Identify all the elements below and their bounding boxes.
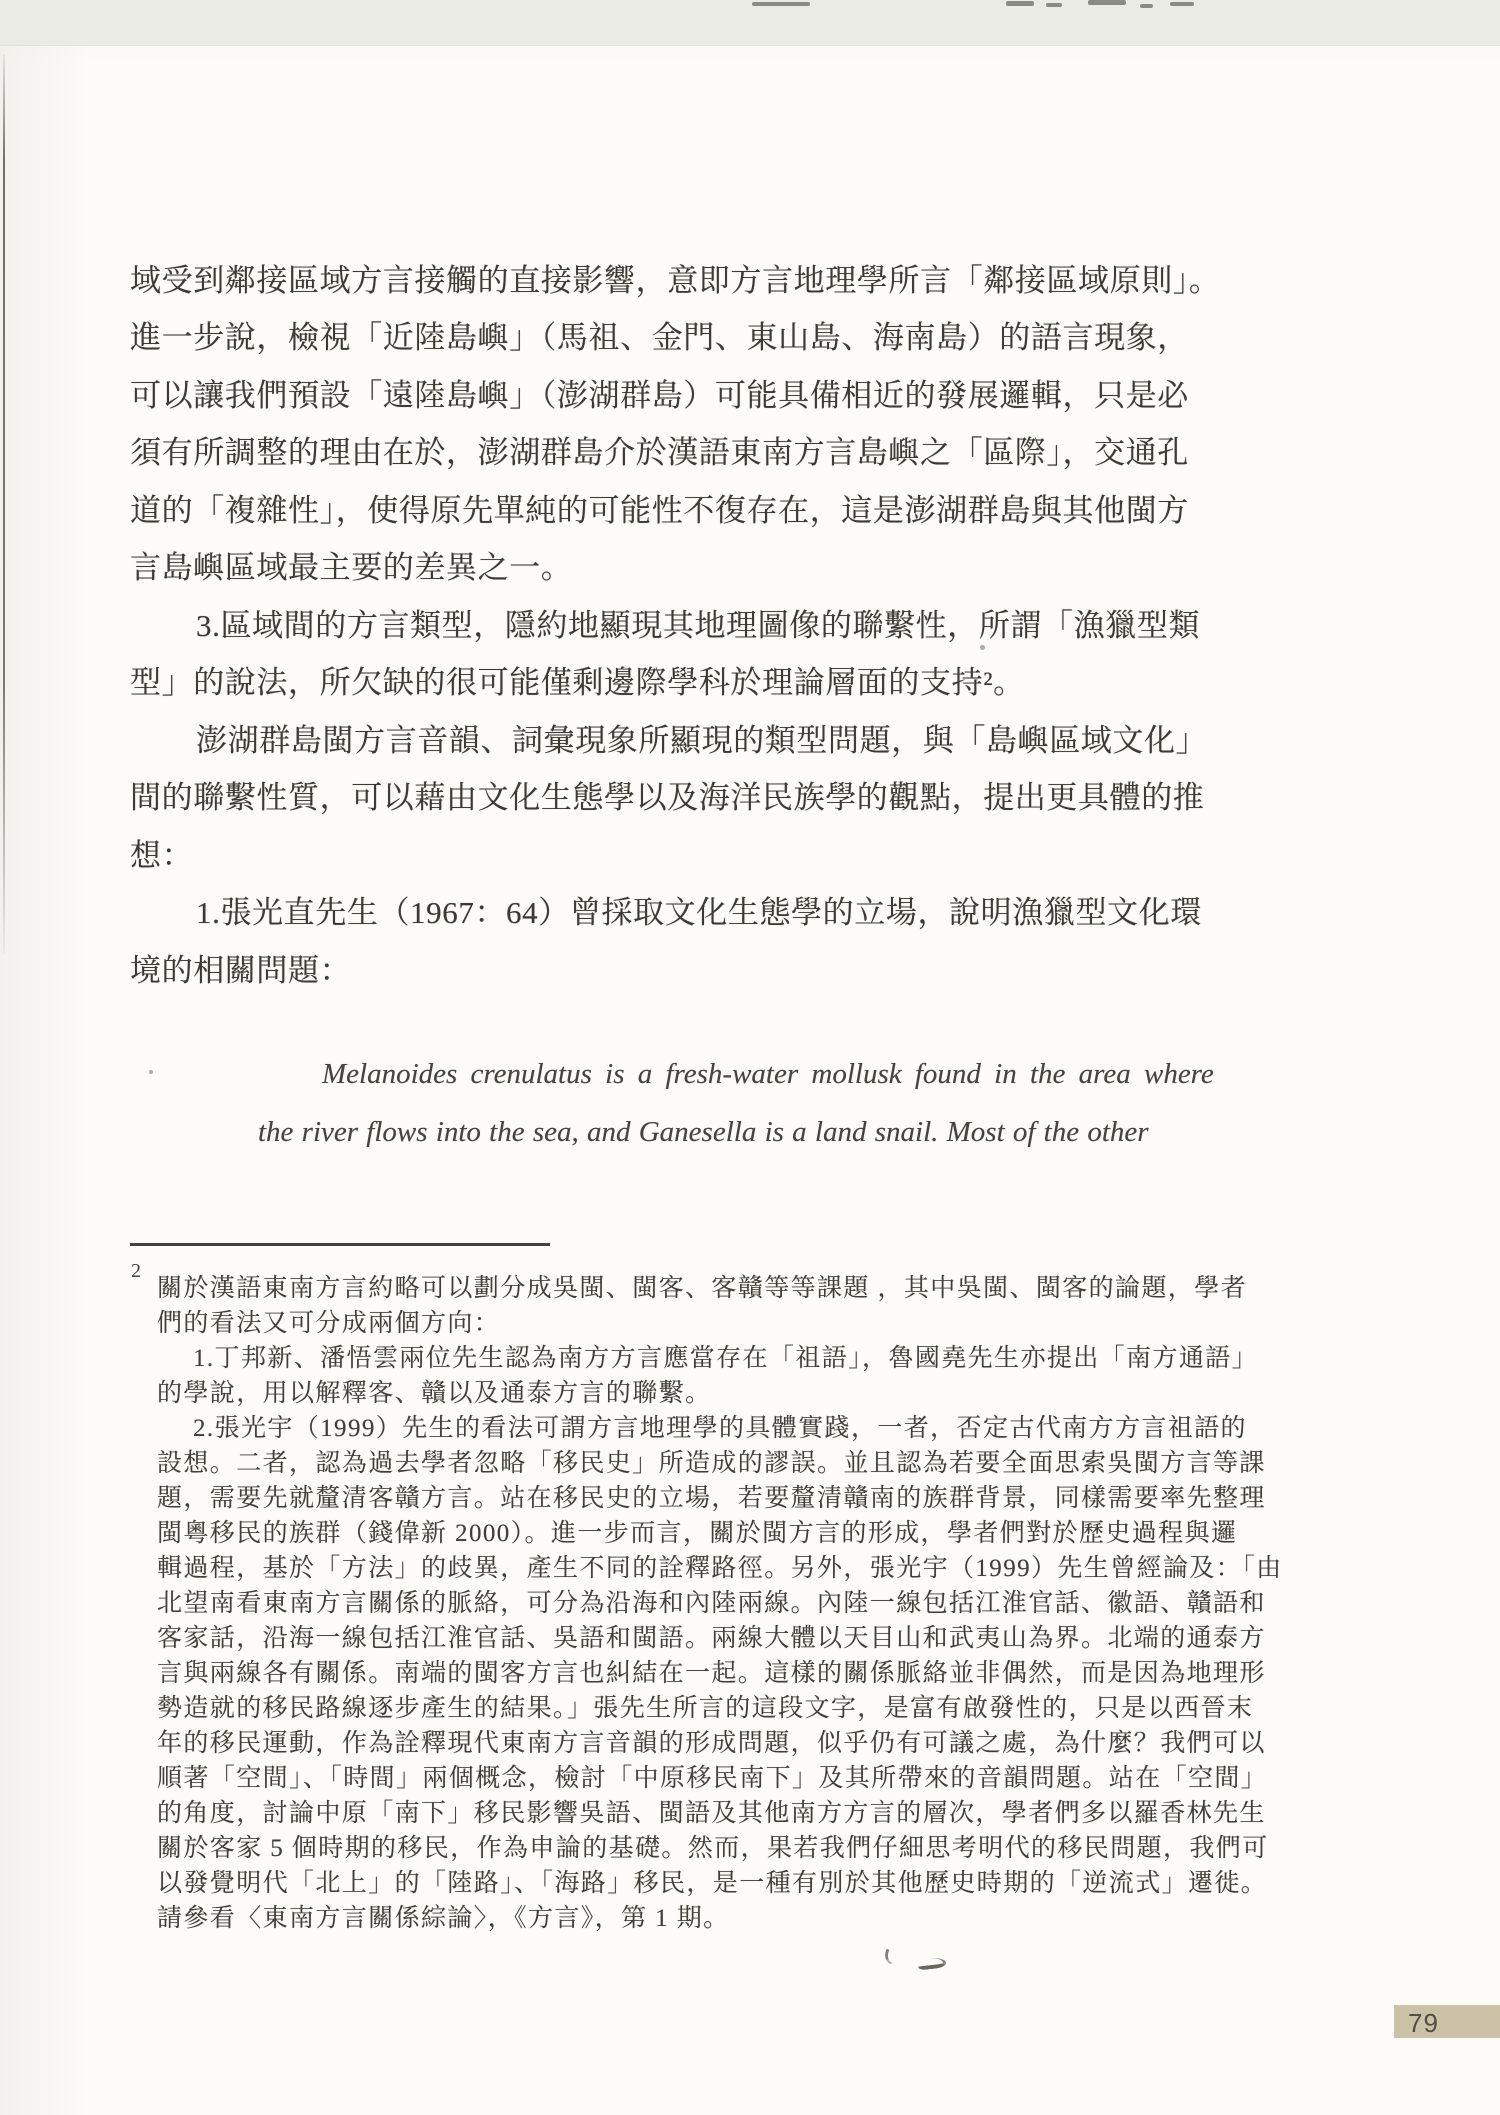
scan-speck	[752, 2, 810, 6]
body-line: 域受到鄰接區域方言接觸的直接影響，意即方言地理學所言「鄰接區域原則」。	[130, 263, 1221, 298]
body-line: 型」的說法，所欠缺的很可能僅剩邊際學科於理論層面的支持²。	[130, 665, 1025, 700]
footnote-line: 年的移民運動，作為詮釋現代東南方言音韻的形成問題，似乎仍有可議之處，為什麼？我們可以	[157, 1730, 1266, 1757]
footnote-line: 輯過程，基於「方法」的歧異，產生不同的詮釋路徑。另外，張光宇（1999）先生曾經論及：「由	[157, 1555, 1283, 1582]
ink-smudge	[882, 1949, 896, 1965]
footnote-line: 順著「空間」、「時間」兩個概念，檢討「中原移民南下」及其所帶來的音韻問題。站在「空間」	[157, 1765, 1268, 1792]
footnote-separator-rule	[130, 1243, 550, 1246]
page-number-box	[1394, 2005, 1500, 2038]
scan-left-shading	[0, 46, 90, 2115]
footnote-line-item-start: 2.張光宇（1999）先生的看法可謂方言地理學的具體實踐，一者，否定古代南方方言祖語的	[193, 1415, 1247, 1442]
scan-speck	[149, 1070, 153, 1074]
body-line-paragraph-start: 3.區域間的方言類型，隱約地顯現其地理圖像的聯繫性，所謂「漁獵型類	[196, 608, 1201, 643]
body-line-paragraph-start: 1.張光直先生（1967：64）曾採取文化生態學的立場，說明漁獵型文化環	[196, 895, 1202, 930]
body-line: 言島嶼區域最主要的差異之一。	[130, 550, 573, 585]
scan-speck	[1088, 0, 1126, 5]
footnote-line-item-start: 1.丁邦新、潘悟雲兩位先生認為南方方言應當存在「祖語」，魯國堯先生亦提出「南方通語」	[193, 1345, 1259, 1372]
footnote-line: 們的看法又可分成兩個方向：	[157, 1310, 501, 1337]
page-edge-line	[3, 54, 5, 954]
scan-speck	[980, 645, 985, 650]
body-line-paragraph-start: 澎湖群島閩方言音韻、詞彙現象所顯現的類型問題，與「島嶼區域文化」	[196, 723, 1208, 758]
quote-line: Melanoides crenulatus is a fresh-water mollusk found in the area where	[322, 1058, 1214, 1090]
body-line: 間的聯繫性質，可以藉由文化生態學以及海洋民族學的觀點，提出更具體的推	[130, 780, 1205, 815]
footnote-line: 客家話，沿海一線包括江淮官話、吳語和閩語。兩線大體以天目山和武夷山為界。北端的通泰方	[157, 1625, 1266, 1652]
footnote-line: 的角度，討論中原「南下」移民影響吳語、閩語及其他南方方言的層次，學者們多以羅香林先生	[157, 1800, 1266, 1827]
body-line: 進一步說，檢視「近陸島嶼」（馬祖、金門、東山島、海南島）的語言現象，	[130, 320, 1189, 355]
quote-line: the river flows into the sea, and Ganesella is a land snail. Most of the other	[258, 1116, 1149, 1148]
page-number: 79	[1408, 2008, 1439, 2038]
body-line: 想：	[130, 838, 194, 873]
footnote-line: 閩粵移民的族群（錢偉新 2000）。進一步而言，關於閩方言的形成，學者們對於歷史過程與邏	[157, 1520, 1238, 1547]
scan-speck	[1140, 4, 1153, 8]
footnote-line: 請參看〈東南方言關係綜論〉，《方言》，第 1 期。	[157, 1905, 730, 1932]
footnote-line: 北望南看東南方言關係的脈絡，可分為沿海和內陸兩線。內陸一線包括江淮官話、徽語、贛語和	[157, 1590, 1266, 1617]
scan-speck	[1006, 1, 1034, 6]
footnote-line: 設想。二者，認為過去學者忽略「移民史」所造成的謬誤。並且認為若要全面思索吳閩方言等課	[157, 1450, 1266, 1477]
footnote-line: 關於客家 5 個時期的移民，作為申論的基礎。然而，果若我們仔細思考明代的移民問題，我們可	[157, 1835, 1269, 1862]
body-line: 道的「複雜性」，使得原先單純的可能性不復存在，這是澎湖群島與其他閩方	[130, 493, 1189, 528]
scan-speck	[1046, 3, 1062, 7]
footnote-line: 題，需要先就釐清客贛方言。站在移民史的立場，若要釐清贛南的族群背景，同樣需要率先整理	[157, 1485, 1266, 1512]
body-line: 可以讓我們預設「遠陸島嶼」（澎湖群島）可能具備相近的發展邏輯，只是必	[130, 378, 1189, 413]
scan-top-edge-band	[0, 0, 1500, 46]
body-line: 須有所調整的理由在於，澎湖群島介於漢語東南方言島嶼之「區際」，交通孔	[130, 435, 1189, 470]
footnote-marker: 2	[131, 1260, 141, 1282]
ink-smudge	[918, 1957, 947, 1971]
body-line: 境的相關問題：	[130, 953, 352, 988]
footnote-line: 言與兩線各有關係。南端的閩客方言也糾結在一起。這樣的關係脈絡並非偶然，而是因為地理形	[157, 1660, 1266, 1687]
footnote-line: 以發覺明代「北上」的「陸路」、「海路」移民，是一種有別於其他歷史時期的「逆流式」遷徙。	[157, 1870, 1268, 1897]
scan-speck	[1170, 2, 1194, 6]
footnote-line: 關於漢語東南方言約略可以劃分成吳閩、閩客、客贛等等課題 ，其中吳閩、閩客的論題，學者	[157, 1275, 1248, 1302]
footnote-line: 的學說，用以解釋客、贛以及通泰方言的聯繫。	[157, 1380, 712, 1407]
footnote-line: 勢造就的移民路線逐步產生的結果。」張先生所言的這段文字，是富有啟發性的，只是以西晉末	[157, 1695, 1254, 1722]
